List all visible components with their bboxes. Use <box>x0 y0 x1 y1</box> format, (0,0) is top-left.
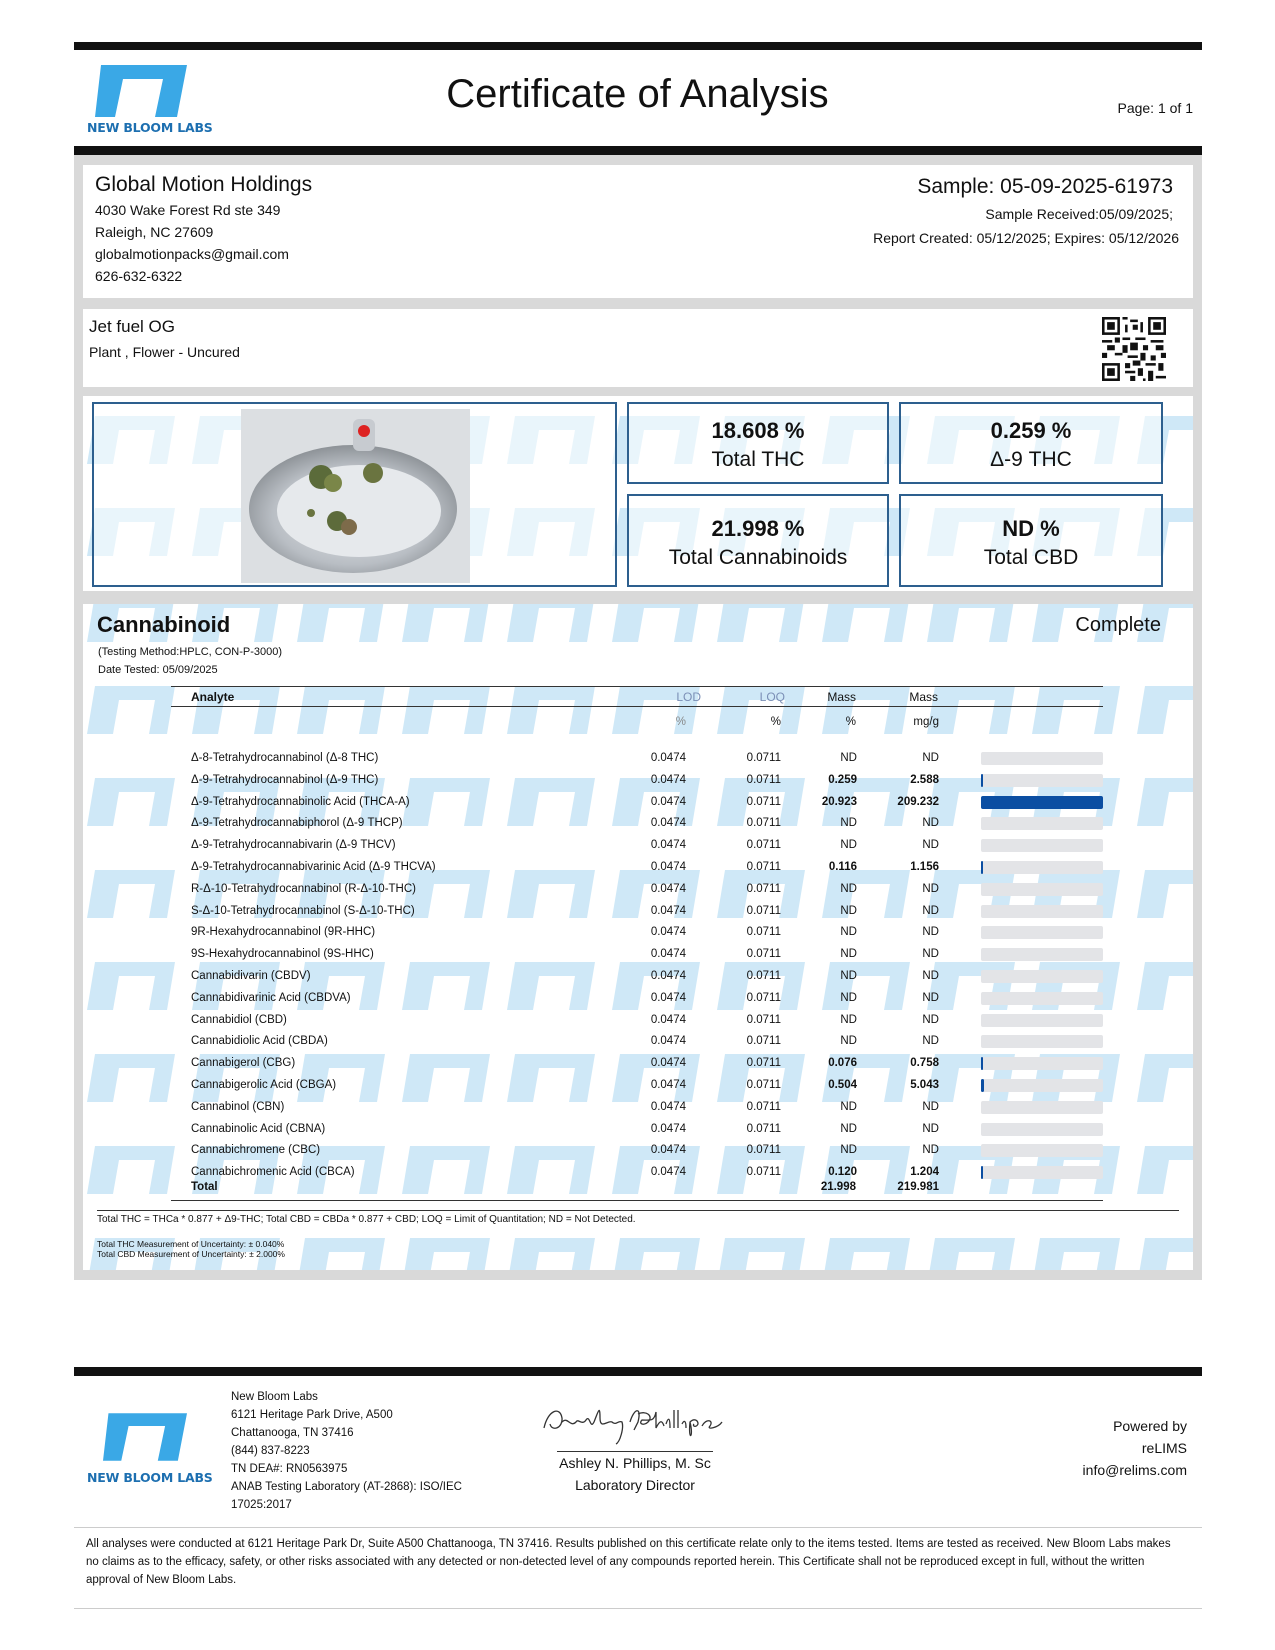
lab-logo-icon <box>103 1412 187 1462</box>
table-footer-rule <box>97 1210 1179 1211</box>
total-pct: 21.998 <box>820 1181 856 1193</box>
analyte-lod: 0.0474 <box>650 991 686 1004</box>
powered-by <box>1083 1415 1187 1481</box>
analyte-lod: 0.0474 <box>650 1100 686 1113</box>
analyte-loq: 0.0711 <box>746 773 781 786</box>
mass-bar <box>981 1057 1103 1070</box>
analyte-mass-mg: ND <box>922 904 939 917</box>
unit-mass-mg: mg/g <box>913 716 939 728</box>
client-card <box>83 165 1193 298</box>
analyte-mass-mg: ND <box>922 926 939 939</box>
mass-bar <box>981 926 1103 939</box>
header-rule <box>74 146 1202 155</box>
analyte-mass-pct: ND <box>840 752 857 764</box>
signature-line <box>557 1451 713 1452</box>
table-row <box>171 813 1103 835</box>
analyte-mass-mg: ND <box>922 839 939 852</box>
stat-total-cbd-label: Total CBD <box>983 546 1079 569</box>
lab-logo-text: NEW BLOOM LABS <box>87 1470 213 1485</box>
mass-bar <box>981 796 1103 809</box>
mass-bar <box>981 861 1103 874</box>
footer-lab-name: New Bloom Labs <box>231 1391 318 1403</box>
stat-d9-thc-label: Δ-9 THC <box>990 448 1072 471</box>
uncertainty-thc: Total THC Measurement of Uncertainty: ± 0.040% <box>97 1239 285 1249</box>
mass-bar-fill <box>981 774 983 787</box>
analyte-lod: 0.0474 <box>650 1057 686 1070</box>
total-mg: 219.981 <box>897 1181 939 1193</box>
table-row <box>171 748 1103 770</box>
client-phone: 626-632-6322 <box>95 268 183 284</box>
analyte-name: Cannabigerolic Acid (CBGA) <box>191 1079 337 1091</box>
col-mass-mg: Mass <box>909 690 938 704</box>
table-row <box>171 1140 1103 1162</box>
testing-method: (Testing Method:HPLC, CON-P-3000) <box>98 646 283 658</box>
mass-bar <box>981 1035 1103 1048</box>
analyte-mass-pct: ND <box>840 882 857 895</box>
definitions-note: Total THC = THCa * 0.877 + Δ9-THC; Total CBD = CBDa * 0.877 + CBD; LOQ = Limit of Quantitation; ND = Not Detected. <box>97 1214 636 1225</box>
analyte-lod: 0.0474 <box>650 1122 686 1135</box>
mass-bar <box>981 883 1103 896</box>
table-bottom-rule <box>171 1200 1103 1201</box>
analyte-loq: 0.0711 <box>746 1144 781 1157</box>
analyte-mass-pct: ND <box>840 904 857 917</box>
analyte-loq: 0.0711 <box>746 1057 781 1070</box>
analyte-mass-pct: 0.504 <box>828 1079 857 1091</box>
signer-name: Ashley N. Phillips, M. Sc <box>559 1455 711 1471</box>
footer-anab1: ANAB Testing Laboratory (AT-2868): ISO/IEC <box>231 1481 462 1493</box>
mass-bar <box>981 1144 1103 1157</box>
footer-phone: (844) 837-8223 <box>231 1445 310 1457</box>
analyte-loq: 0.0711 <box>746 1166 781 1179</box>
footer-lab-info <box>231 1388 462 1514</box>
mass-bar <box>981 1014 1103 1027</box>
analyte-mass-mg: ND <box>922 1035 939 1048</box>
sample-id: Sample: 05-09-2025-61973 <box>917 175 1173 198</box>
table-row <box>171 922 1103 944</box>
table-row <box>171 835 1103 857</box>
analyte-mass-pct: ND <box>840 1100 857 1113</box>
analyte-name: Cannabichromene (CBC) <box>191 1144 321 1157</box>
analyte-mass-pct: ND <box>840 1013 857 1026</box>
mass-bar <box>981 905 1103 918</box>
table-row <box>171 966 1103 988</box>
stat-total-cbd <box>899 494 1163 587</box>
analyte-mass-mg: ND <box>922 970 939 982</box>
top-rule <box>74 42 1202 50</box>
stat-d9-thc <box>899 402 1163 484</box>
analyte-mass-mg: ND <box>922 817 939 830</box>
unit-lod: % <box>675 716 686 728</box>
analyte-name: 9R-Hexahydrocannabinol (9R-HHC) <box>191 926 376 939</box>
lab-logo-text: NEW BLOOM LABS <box>87 120 213 135</box>
analyte-loq: 0.0711 <box>746 904 781 917</box>
analyte-loq: 0.0711 <box>746 948 781 961</box>
analyte-lod: 0.0474 <box>650 1166 686 1179</box>
analyte-loq: 0.0711 <box>746 970 781 982</box>
unit-mass-pct: % <box>845 716 856 728</box>
analyte-mass-mg: 209.232 <box>897 795 939 808</box>
analyte-loq: 0.0711 <box>746 1013 781 1026</box>
mass-bar-fill <box>981 796 1103 809</box>
col-mass-pct: Mass <box>827 690 856 704</box>
col-lod: LOD <box>676 690 701 704</box>
analyte-lod: 0.0474 <box>650 795 686 808</box>
mass-bar-fill <box>981 1079 984 1092</box>
disclaimer-bottom-rule <box>74 1608 1202 1609</box>
mass-bar-fill <box>981 1166 983 1179</box>
total-label: Total <box>191 1181 218 1193</box>
analyte-lod: 0.0474 <box>650 817 686 830</box>
analyte-mass-mg: ND <box>922 752 939 764</box>
analyte-mass-pct: 0.076 <box>828 1057 857 1070</box>
analyte-lod: 0.0474 <box>650 926 686 939</box>
analyte-mass-mg: ND <box>922 948 939 961</box>
client-address1: 4030 Wake Forest Rd ste 349 <box>95 202 281 218</box>
footer-address2: Chattanooga, TN 37416 <box>231 1427 354 1439</box>
table-row <box>171 1119 1103 1141</box>
analyte-lod: 0.0474 <box>650 752 686 764</box>
mass-bar <box>981 1101 1103 1114</box>
mass-bar <box>981 774 1103 787</box>
analyte-lod: 0.0474 <box>650 904 686 917</box>
table-row <box>171 988 1103 1010</box>
analyte-name: Cannabidiol (CBD) <box>191 1013 287 1026</box>
analyte-loq: 0.0711 <box>746 1122 781 1135</box>
analyte-mass-pct: 0.120 <box>828 1166 857 1179</box>
analyte-mass-mg: 2.588 <box>910 773 939 786</box>
analyte-mass-pct: 20.923 <box>821 795 857 808</box>
analyte-name: Δ-8-Tetrahydrocannabinol (Δ-8 THC) <box>191 752 379 764</box>
analyte-name: S-Δ-10-Tetrahydrocannabinol (S-Δ-10-THC) <box>191 904 415 917</box>
stat-total-cannabinoids-label: Total Cannabinoids <box>668 546 848 569</box>
analyte-mass-pct: ND <box>840 991 857 1004</box>
table-row <box>171 1031 1103 1053</box>
footer-dea: TN DEA#: RN0563975 <box>231 1463 348 1475</box>
table-row <box>171 1053 1103 1075</box>
stat-total-thc-value: 18.608 % <box>711 418 805 443</box>
analyte-name: Δ-9-Tetrahydrocannabinolic Acid (THCA-A) <box>191 795 410 808</box>
analyte-name: Δ-9-Tetrahydrocannabiphorol (Δ-9 THCP) <box>191 817 403 830</box>
disclaimer-top-rule <box>74 1527 1202 1528</box>
sample-received: Sample Received:05/09/2025; <box>985 206 1173 222</box>
mass-bar <box>981 1123 1103 1136</box>
analyte-mass-pct: ND <box>840 1122 857 1135</box>
signer-title: Laboratory Director <box>575 1477 695 1493</box>
analyte-loq: 0.0711 <box>746 1079 781 1091</box>
analyte-mass-mg: ND <box>922 1100 939 1113</box>
analyte-mass-mg: 0.758 <box>910 1057 939 1070</box>
sample-photo <box>241 409 470 583</box>
analyte-lod: 0.0474 <box>650 970 686 982</box>
analyte-mass-pct: ND <box>840 1035 857 1048</box>
stat-total-thc <box>627 402 889 484</box>
analyte-mass-mg: ND <box>922 1144 939 1157</box>
mass-bar <box>981 1079 1103 1092</box>
analyte-name: Δ-9-Tetrahydrocannabivarinic Acid (Δ-9 THCVA) <box>191 861 436 873</box>
analyte-loq: 0.0711 <box>746 1100 781 1113</box>
analyte-name: Δ-9-Tetrahydrocannabivarin (Δ-9 THCV) <box>191 839 396 852</box>
stat-total-cbd-value: ND % <box>1002 516 1060 541</box>
analyte-mass-mg: ND <box>922 1013 939 1026</box>
analyte-mass-pct: 0.259 <box>828 773 857 786</box>
analyte-mass-pct: ND <box>840 839 857 852</box>
table-row <box>171 857 1103 879</box>
analyte-mass-pct: ND <box>840 926 857 939</box>
page-title: Certificate of Analysis <box>446 72 829 116</box>
unit-loq: % <box>770 716 781 728</box>
stat-total-cannabinoids-value: 21.998 % <box>711 516 805 541</box>
cannabinoid-status: Complete <box>1075 614 1161 636</box>
analyte-name: Cannabichromenic Acid (CBCA) <box>191 1166 355 1179</box>
product-name: Jet fuel OG <box>89 317 175 336</box>
analyte-lod: 0.0474 <box>650 1035 686 1048</box>
report-dates: Report Created: 05/12/2025; Expires: 05/12/2026 <box>873 230 1179 246</box>
analyte-mass-mg: 1.204 <box>910 1166 939 1179</box>
mass-bar <box>981 839 1103 852</box>
col-analyte: Analyte <box>191 690 235 704</box>
client-address2: Raleigh, NC 27609 <box>95 224 214 240</box>
client-email: globalmotionpacks@gmail.com <box>95 246 289 262</box>
table-top-rule <box>171 686 1103 687</box>
analyte-name: Cannabidiolic Acid (CBDA) <box>191 1035 328 1048</box>
powered-line2: reLIMS <box>1141 1440 1187 1456</box>
analyte-mass-pct: 0.116 <box>828 861 857 873</box>
analyte-mass-pct: ND <box>840 970 857 982</box>
analyte-name: 9S-Hexahydrocannabinol (9S-HHC) <box>191 948 374 961</box>
footer-rule <box>74 1367 1202 1376</box>
mass-bar <box>981 1166 1103 1179</box>
stat-total-cannabinoids <box>627 494 889 587</box>
table-row <box>171 1010 1103 1032</box>
analyte-name: Cannabigerol (CBG) <box>191 1057 296 1070</box>
col-loq: LOQ <box>759 690 785 704</box>
analyte-loq: 0.0711 <box>746 839 781 852</box>
table-row <box>171 944 1103 966</box>
analyte-mass-mg: ND <box>922 882 939 895</box>
analyte-loq: 0.0711 <box>746 752 781 764</box>
analyte-loq: 0.0711 <box>746 882 781 895</box>
analyte-mass-mg: 1.156 <box>910 861 939 873</box>
analyte-lod: 0.0474 <box>650 773 686 786</box>
footer-anab2: 17025:2017 <box>231 1499 292 1511</box>
analyte-loq: 0.0711 <box>746 926 781 939</box>
table-row <box>171 1097 1103 1119</box>
mass-bar <box>981 948 1103 961</box>
analyte-loq: 0.0711 <box>746 991 781 1004</box>
product-type: Plant , Flower - Uncured <box>89 344 240 360</box>
uncertainty-cbd: Total CBD Measurement of Uncertainty: ± 2.000% <box>97 1249 285 1259</box>
analyte-lod: 0.0474 <box>650 882 686 895</box>
analyte-lod: 0.0474 <box>650 1144 686 1157</box>
mass-bar <box>981 992 1103 1005</box>
page-number: Page: 1 of 1 <box>1117 100 1193 116</box>
table-row <box>171 901 1103 923</box>
analyte-loq: 0.0711 <box>746 795 781 808</box>
analyte-mass-pct: ND <box>840 1144 857 1157</box>
signature-image <box>538 1398 728 1446</box>
stat-d9-thc-value: 0.259 % <box>990 418 1072 443</box>
mass-bar-fill <box>981 1057 983 1070</box>
stat-total-thc-label: Total THC <box>711 448 805 471</box>
analyte-mass-pct: ND <box>840 948 857 961</box>
table-row <box>171 1162 1103 1184</box>
analyte-mass-mg: ND <box>922 991 939 1004</box>
analyte-loq: 0.0711 <box>746 817 781 830</box>
table-row <box>171 879 1103 901</box>
mass-bar <box>981 752 1103 765</box>
analyte-name: Cannabidivarin (CBDV) <box>191 970 311 982</box>
table-row <box>171 770 1103 792</box>
mass-bar <box>981 817 1103 830</box>
table-header-rule <box>171 706 1103 707</box>
analyte-mass-mg: 5.043 <box>910 1079 939 1091</box>
product-card <box>83 309 1193 387</box>
qr-code-icon <box>1102 317 1166 381</box>
client-name: Global Motion Holdings <box>95 173 313 196</box>
analyte-name: Cannabidivarinic Acid (CBDVA) <box>191 991 351 1004</box>
analyte-name: R-Δ-10-Tetrahydrocannabinol (R-Δ-10-THC) <box>191 882 416 895</box>
analyte-lod: 0.0474 <box>650 1079 686 1091</box>
mass-bar-fill <box>981 861 983 874</box>
analyte-lod: 0.0474 <box>650 839 686 852</box>
analyte-name: Δ-9-Tetrahydrocannabinol (Δ-9 THC) <box>191 773 379 786</box>
powered-line1: Powered by <box>1113 1418 1187 1434</box>
analyte-name: Cannabinol (CBN) <box>191 1100 285 1113</box>
mass-bar <box>981 970 1103 983</box>
analyte-loq: 0.0711 <box>746 861 781 873</box>
date-tested: Date Tested: 05/09/2025 <box>98 664 218 676</box>
analyte-name: Cannabinolic Acid (CBNA) <box>191 1122 326 1135</box>
cannabinoid-heading: Cannabinoid <box>97 612 231 637</box>
table-row <box>171 792 1103 814</box>
analyte-lod: 0.0474 <box>650 1013 686 1026</box>
analyte-mass-mg: ND <box>922 1122 939 1135</box>
analyte-loq: 0.0711 <box>746 1035 781 1048</box>
analyte-lod: 0.0474 <box>650 861 686 873</box>
analyte-lod: 0.0474 <box>650 948 686 961</box>
analyte-mass-pct: ND <box>840 817 857 830</box>
footer-address1: 6121 Heritage Park Drive, A500 <box>231 1409 393 1421</box>
table-row <box>171 1075 1103 1097</box>
disclaimer: All analyses were conducted at 6121 Heritage Park Dr, Suite A500 Chattanooga, TN 37416. Results published on this certificate relate only to the items tested. Items are tested as received. New Bloom Labs makes no claims as to the efficacy, safety, or other risks associated with any detected or non-detected level of any compounds reported herein. This Certificate shall not be reproduced except in full, without the written approval of New Bloom Labs. <box>86 1538 1171 1586</box>
powered-email: info@relims.com <box>1082 1462 1187 1478</box>
